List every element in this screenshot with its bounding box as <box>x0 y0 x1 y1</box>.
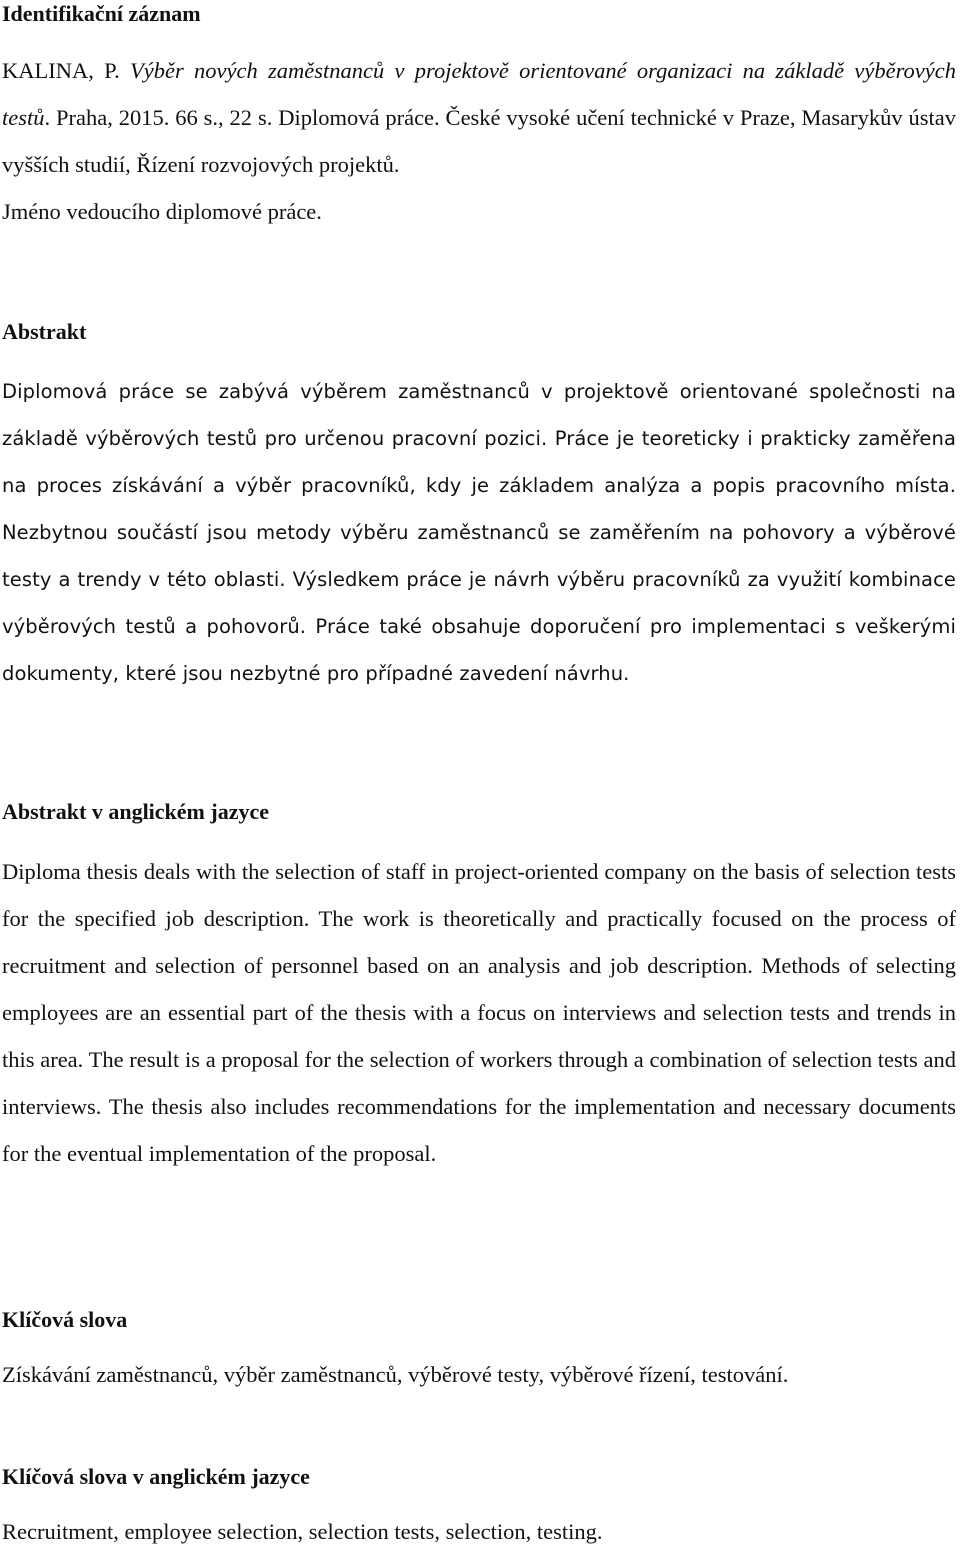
keywords-cz-text: Získávání zaměstnanců, výběr zaměstnanců, výběrové testy, výběrové řízení, testování. <box>2 1362 789 1387</box>
keywords-cz-heading: Klíčová slova <box>2 1307 128 1332</box>
citation-rest: . Praha, 2015. 66 s., 22 s. Diplomová práce. České vysoké učení technické v Praze, Masarykův ústav vyšších studií, Řízení rozvojových projektů. <box>2 105 956 177</box>
abstract-cz-heading: Abstrakt <box>2 319 87 344</box>
keywords-en-section <box>2 1512 956 1552</box>
abstract-en-heading: Abstrakt v anglickém jazyce <box>2 799 270 824</box>
abstract-cz-section <box>2 368 956 697</box>
citation-author: KALINA, P. <box>2 58 131 83</box>
keywords-en-text: Recruitment, employee selection, selection tests, selection, testing. <box>2 1519 603 1544</box>
identification-section <box>2 47 956 235</box>
supervisor-line: Jméno vedoucího diplomové práce. <box>2 199 322 224</box>
abstract-cz-text: Diplomová práce se zabývá výběrem zaměstnanců v projektově orientované společnosti na základě výběrových testů pro určenou pracovní pozici. Práce je teoreticky i prakticky zaměřena na proces získávání a výběr pracovníků, kdy je základem analýza a popis pracovního místa. Nezbytnou součástí jsou metody výběru zaměstnanců se zaměřením na pohovory a výběrové testy a trendy v této oblasti. Výsledkem práce je návrh výběru pracovníků za využití kombinace výběrových testů a pohovorů. Práce také obsahuje doporučení pro implementaci s veškerými dokumenty, které jsou nezbytné pro případné zavedení návrhu. <box>2 380 956 685</box>
abstract-en-section <box>2 848 956 1177</box>
abstract-en-text: Diploma thesis deals with the selection of staff in project-oriented company on the basis of selection tests for the specified job description. The work is theoretically and practically focused on the process of recruitment and selection of personnel based on an analysis and job description. Methods of selecting employees are an essential part of the thesis with a focus on interviews and selection tests and trends in this area. The result is a proposal for the selection of workers through a combination of selection tests and interviews. The thesis also includes recommendations for the implementation and necessary documents for the eventual implementation of the proposal. <box>2 859 956 1166</box>
citation-title: Výběr nových zaměstnanců v projektově orientované organizaci na základě výběrových testů <box>2 58 956 130</box>
citation-paragraph <box>2 47 956 188</box>
identification-heading: Identifikační záznam <box>2 1 201 26</box>
keywords-en-heading: Klíčová slova v anglickém jazyce <box>2 1464 310 1489</box>
keywords-cz-section <box>2 1355 956 1395</box>
